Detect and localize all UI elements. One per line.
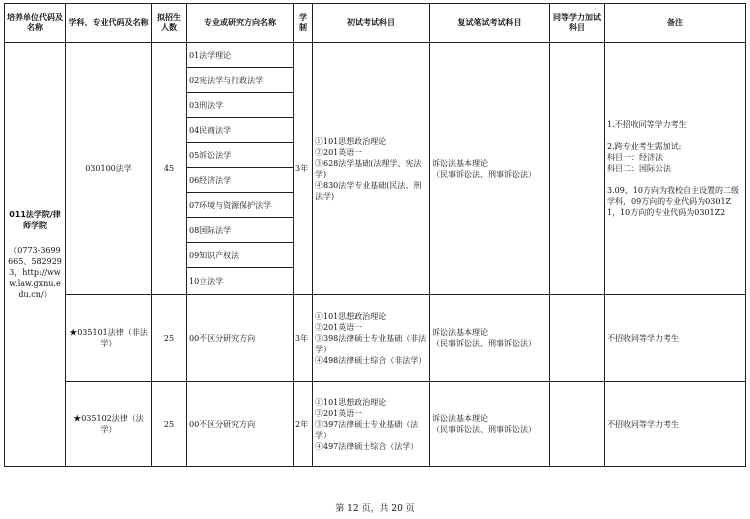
direction-cell: 05诉讼法学 <box>187 143 294 168</box>
unit-cell <box>5 43 66 467</box>
direction-cell: 04民商法学 <box>187 118 294 143</box>
retest-cell: 诉讼法基本理论 （民事诉讼法、刑事诉讼法） <box>430 295 550 382</box>
table-row <box>5 43 746 68</box>
table-row <box>5 382 746 467</box>
exam-cell: ①101思想政治理论 ②201英语一 ③628法学基础(法理学、宪法学) ④830法学专业基础(民法、刑法学) <box>313 43 430 295</box>
direction-cell: 07环境与资源保护法学 <box>187 193 294 218</box>
header-years: 学制 <box>294 4 313 43</box>
header-exam: 初试考试科目 <box>313 4 430 43</box>
header-equivalent: 同等学力加试科目 <box>550 4 605 43</box>
direction-cell: 08国际法学 <box>187 218 294 243</box>
table-row <box>5 295 746 382</box>
quota-cell: 25 <box>152 295 187 382</box>
unit-name: 011法学院/律师学院 <box>9 210 61 230</box>
admissions-table <box>4 3 746 467</box>
table-header-row <box>5 4 746 43</box>
exam-cell: ①101思想政治理论 ②201英语一 ③398法律硕士专业基础（非法学） ④498法律硕士综合（非法学） <box>313 295 430 382</box>
equivalent-cell <box>550 295 605 382</box>
page-footer: 第 12 页，共 20 页 <box>335 504 415 514</box>
header-retest: 复试笔试考试科目 <box>430 4 550 43</box>
direction-cell: 01法学理论 <box>187 43 294 68</box>
direction-cell: 10立法学 <box>187 268 294 295</box>
equivalent-cell <box>550 43 605 295</box>
retest-cell: 诉讼法基本理论 （民事诉讼法、刑事诉讼法） <box>430 43 550 295</box>
major-cell: 030100法学 <box>66 43 152 295</box>
years-cell: 3年 <box>294 43 313 295</box>
header-direction: 专业或研究方向名称 <box>187 4 294 43</box>
quota-cell: 45 <box>152 43 187 295</box>
header-unit: 培养单位代码及名称 <box>5 4 66 43</box>
header-notes: 备注 <box>605 4 746 43</box>
years-cell: 3年 <box>294 295 313 382</box>
header-major: 学科、专业代码及名称 <box>66 4 152 43</box>
major-cell: ★035102法律（法学） <box>66 382 152 467</box>
notes-cell: 1.不招收同等学力考生 2.跨专业考生需加试: 科目一：经济法 科目二：国际公法 3.09、10方向为我校自主设置的二级学科，09方向的专业代码为0301Z1，10方向的专业代码为0301Z2 <box>605 43 746 295</box>
direction-cell: 06经济法学 <box>187 168 294 193</box>
years-cell: 2年 <box>294 382 313 467</box>
major-cell: ★035101法律（非法学） <box>66 295 152 382</box>
notes-cell: 不招收同等学力考生 <box>605 295 746 382</box>
direction-cell: 00不区分研究方向 <box>187 382 294 467</box>
direction-cell: 02宪法学与行政法学 <box>187 68 294 93</box>
equivalent-cell <box>550 382 605 467</box>
quota-cell: 25 <box>152 382 187 467</box>
unit-contact: （0773-3699665、5829293，http://www.law.gxnu.edu.cn/） <box>8 246 62 299</box>
direction-cell: 00不区分研究方向 <box>187 295 294 382</box>
direction-cell: 09知识产权法 <box>187 243 294 268</box>
notes-cell: 不招收同等学力考生 <box>605 382 746 467</box>
direction-cell: 03刑法学 <box>187 93 294 118</box>
header-quota: 拟招生人数 <box>152 4 187 43</box>
exam-cell: ①101思想政治理论 ②201英语一 ③397法律硕士专业基础（法学） ④497法律硕士综合（法学） <box>313 382 430 467</box>
retest-cell: 诉讼法基本理论 （民事诉讼法、刑事诉讼法） <box>430 382 550 467</box>
